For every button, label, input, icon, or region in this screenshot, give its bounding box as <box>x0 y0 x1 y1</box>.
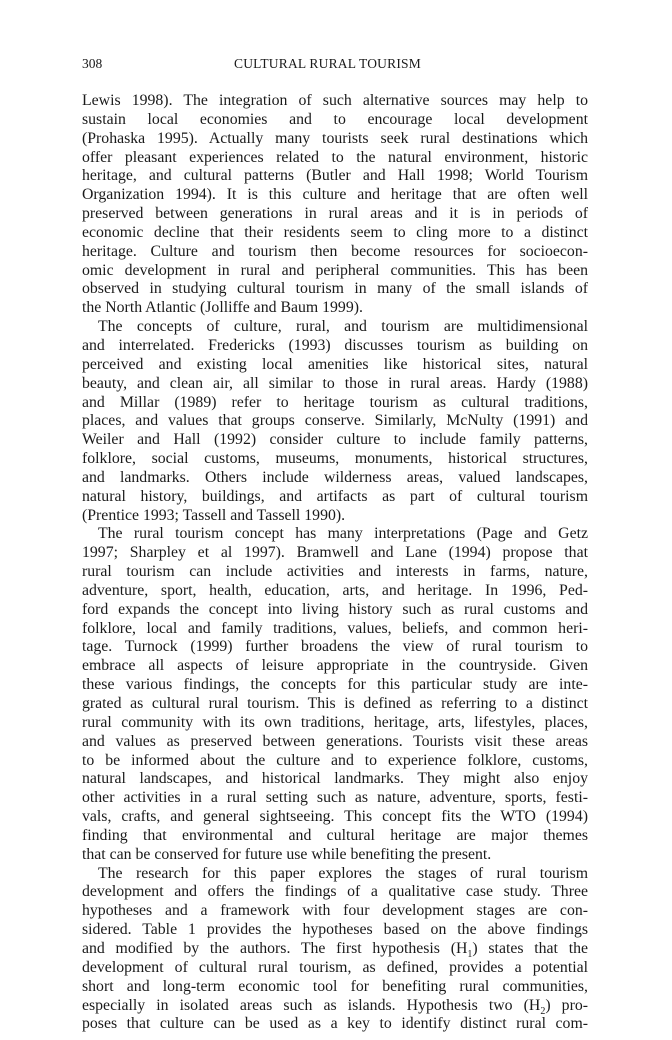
running-title: CULTURAL RURAL TOURISM <box>234 56 421 71</box>
text-line: ford expands the concept into living history such as rural customs and <box>82 600 588 618</box>
text-line <box>82 997 588 1016</box>
text-line: offer pleasant experiences related to the natural environment, historic <box>82 148 588 166</box>
text-line: and values as preserved between generations. Tourists visit these areas <box>82 732 588 750</box>
text-line: the North Atlantic (Jolliffe and Baum 1999). <box>82 299 363 317</box>
text-line: beauty, and clean air, all similar to those in rural areas. Hardy (1988) <box>82 374 588 392</box>
text-line: hypotheses and a framework with four development stages are con- <box>82 902 588 920</box>
text-line: folklore, local and family traditions, values, beliefs, and common heri- <box>82 619 588 637</box>
page-number: 308 <box>82 56 103 71</box>
subscript: 1 <box>467 949 473 961</box>
text-line: adventure, sport, health, education, arts, and heritage. In 1996, Ped- <box>82 581 588 599</box>
text-line: heritage, and cultural patterns (Butler and Hall 1998; World Tourism <box>82 167 588 185</box>
text-line: heritage. Culture and tourism then become resources for socioecon- <box>82 242 588 260</box>
text-line: and landmarks. Others include wilderness areas, valued landscapes, <box>82 468 588 486</box>
body-text <box>82 92 588 1034</box>
running-head <box>82 56 588 76</box>
paragraph-first-line: The concepts of culture, rural, and tourism are multidimensional <box>98 318 588 336</box>
text-line: embrace all aspects of leisure appropriate in the countryside. Given <box>82 657 588 675</box>
text-line: (Prohaska 1995). Actually many tourists seek rural destinations which <box>82 129 588 147</box>
paragraph-first-line: The rural tourism concept has many interpretations (Page and Getz <box>98 525 588 543</box>
text-line: these various findings, the concepts for this particular study are inte- <box>82 676 588 694</box>
text-line: rural community with its own traditions, heritage, arts, lifestyles, places, <box>82 713 588 731</box>
text-line: places, and values that groups conserve. Similarly, McNulty (1991) and <box>82 412 588 430</box>
text-line: preserved between generations in rural areas and it is in periods of <box>82 205 588 223</box>
text-line <box>82 940 588 959</box>
text-line: perceived and existing local amenities like historical sites, natural <box>82 355 588 373</box>
text-line: 1997; Sharpley et al 1997). Bramwell and Lane (1994) propose that <box>82 544 588 562</box>
text-line: vals, crafts, and general sightseeing. This concept fits the WTO (1994) <box>82 808 588 826</box>
text-line: grated as cultural rural tourism. This is defined as referring to a distinct <box>82 695 588 712</box>
text-line: observed in studying cultural tourism in many of the small islands of <box>82 280 588 298</box>
text-line: Lewis 1998). The integration of such alternative sources may help to <box>82 92 588 109</box>
text-line: development and offers the findings of a qualitative case study. Three <box>82 883 588 901</box>
text-line: natural history, buildings, and artifacts as part of cultural tourism <box>82 487 588 505</box>
text-line: rural tourism can include activities and interests in farms, nature, <box>82 563 588 581</box>
subscript: 2 <box>540 1005 546 1017</box>
text-line: omic development in rural and peripheral communities. This has been <box>82 261 588 279</box>
paragraph-first-line: The research for this paper explores the stages of rural tourism <box>98 864 588 882</box>
text-line: Weiler and Hall (1992) consider culture to include family patterns, <box>82 431 588 449</box>
text-line: and interrelated. Fredericks (1993) discusses tourism as building on <box>82 336 588 354</box>
text-line: and Millar (1989) refer to heritage tourism as cultural traditions, <box>82 393 588 411</box>
text-line: that can be conserved for future use while benefiting the present. <box>82 845 492 863</box>
text-line: sustain local economies and to encourage local development <box>82 110 588 128</box>
text-line: folklore, social customs, museums, monuments, historical structures, <box>82 450 588 468</box>
text-line: economic decline that their residents seem to cling more to a distinct <box>82 223 588 241</box>
text-segment: ) pro- <box>545 996 588 1014</box>
text-line: tage. Turnock (1999) further broadens the view of rural tourism to <box>82 638 588 656</box>
text-line: short and long-term economic tool for benefiting rural communities, <box>82 977 588 995</box>
text-line: (Prentice 1993; Tassell and Tassell 1990). <box>82 506 346 524</box>
text-segment: and modified by the authors. The first hypothesis (H <box>82 939 468 957</box>
text-segment: especially in isolated areas such as islands. Hypothesis two (H <box>82 996 541 1014</box>
text-line: poses that culture can be used as a key to identify distinct rural com- <box>82 1015 588 1033</box>
text-segment: ) states that the <box>472 939 588 957</box>
text-line: natural landscapes, and historical landmarks. They might also enjoy <box>82 770 588 788</box>
text-line: Organization 1994). It is this culture and heritage that are often well <box>82 186 588 204</box>
text-line: to be informed about the culture and to experience folklore, customs, <box>82 751 588 769</box>
text-line: sidered. Table 1 provides the hypotheses based on the above findings <box>82 921 588 939</box>
text-line: other activities in a rural setting such as nature, adventure, sports, festi- <box>82 789 588 807</box>
text-line: finding that environmental and cultural heritage are major themes <box>82 826 588 844</box>
text-line: development of cultural rural tourism, as defined, provides a potential <box>82 958 588 976</box>
